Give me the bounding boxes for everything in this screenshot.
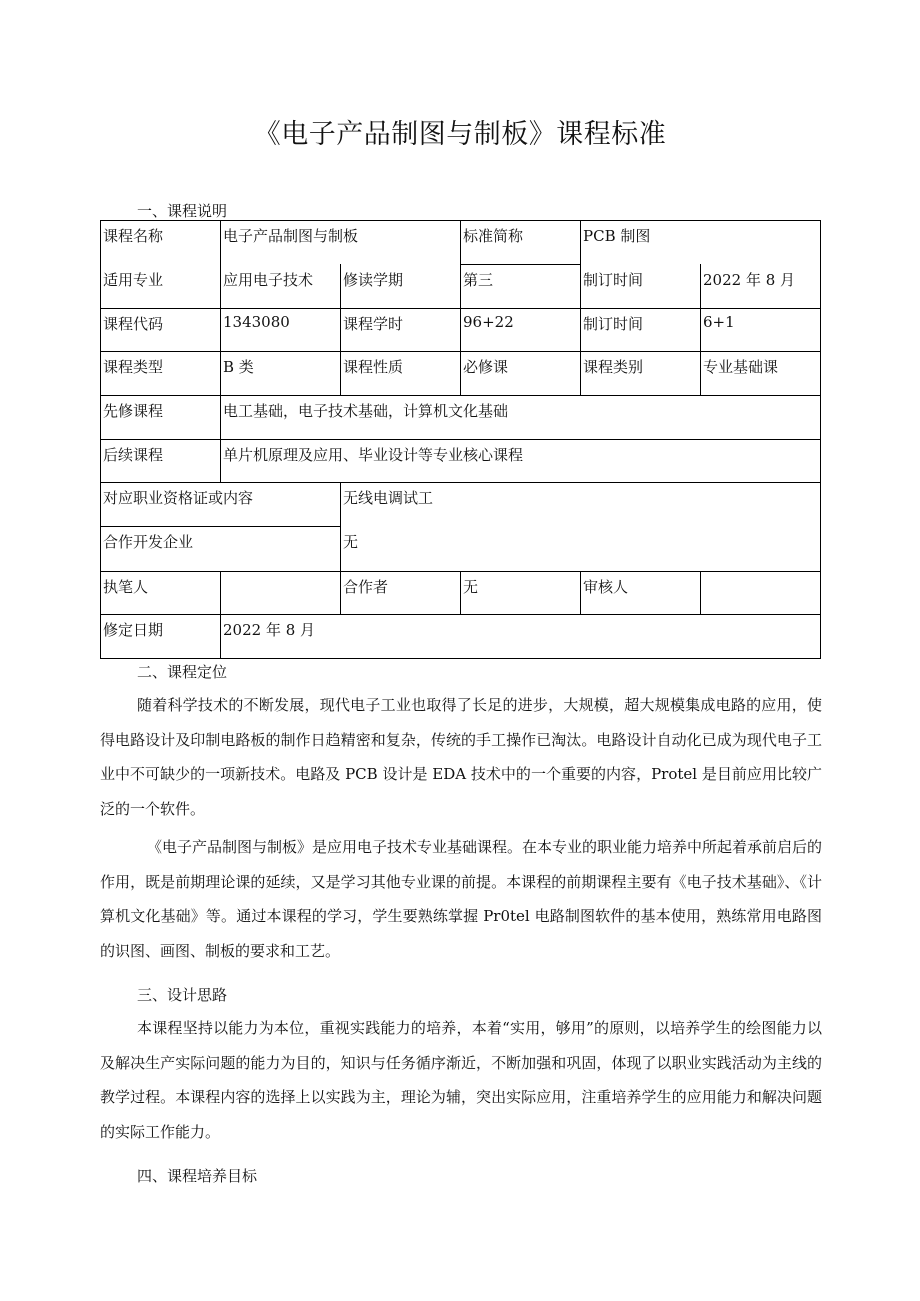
made-time2-label: 制订时间 bbox=[583, 315, 644, 333]
course-name-value: 电子产品制图与制板 bbox=[223, 227, 359, 245]
std-abbr-value: PCB 制图 bbox=[583, 227, 651, 245]
prereq-value: 电工基础，电子技术基础，计算机文化基础 bbox=[223, 402, 509, 420]
major-label: 适用专业 bbox=[103, 271, 164, 289]
std-abbr-label: 标准简称 bbox=[463, 227, 524, 245]
writer-value bbox=[220, 574, 226, 578]
course-category-value: 专业基础课 bbox=[703, 358, 779, 376]
reviewer-value bbox=[700, 574, 706, 578]
revision-date-value: 2022 年 8 月 bbox=[223, 621, 316, 639]
course-nature-label: 课程性质 bbox=[343, 358, 404, 376]
collaborator-label: 合作者 bbox=[343, 578, 389, 596]
followup-value: 单片机原理及应用、毕业设计等专业核心课程 bbox=[223, 446, 524, 464]
course-hours-label: 课程学时 bbox=[343, 315, 404, 333]
writer-label: 执笔人 bbox=[103, 578, 149, 596]
paragraph-positioning-1: 随着科学技术的不断发展，现代电子工业也取得了长足的进步，大规模，超大规模集成电路的应用，使得电路设计及印制电路板的制作日趋精密和复杂，传统的手工操作已淘汰。电路设计自动化已成为现代电子工业中不可缺少的一项新技术。电路及 PCB 设计是 EDA 技术中的一个重要的内容，Protel 是目前应用比较广泛的一个软件。 bbox=[100, 696, 822, 818]
section-heading-course-description: 一、课程说明 bbox=[137, 202, 228, 220]
section-heading-design-approach: 三、设计思路 bbox=[137, 986, 228, 1004]
partner-label: 合作开发企业 bbox=[103, 533, 194, 551]
section-heading-training-goals: 四、课程培养目标 bbox=[137, 1167, 258, 1185]
cert-label: 对应职业资格证或内容 bbox=[103, 489, 254, 507]
course-hours-value: 96+22 bbox=[463, 313, 514, 331]
course-type-label: 课程类型 bbox=[103, 358, 164, 376]
course-code-value: 1343080 bbox=[223, 313, 290, 331]
course-code-label: 课程代码 bbox=[103, 315, 164, 333]
course-name-label: 课程名称 bbox=[103, 227, 164, 245]
revision-date-label: 修定日期 bbox=[103, 621, 164, 639]
made-time-label: 制订时间 bbox=[583, 271, 644, 289]
course-nature-value: 必修课 bbox=[463, 358, 509, 376]
reviewer-label: 审核人 bbox=[583, 578, 629, 596]
semester-label: 修读学期 bbox=[343, 271, 404, 289]
page-title: 《电子产品制图与制板》课程标准 bbox=[253, 119, 667, 150]
major-value: 应用电子技术 bbox=[223, 271, 314, 289]
course-category-label: 课程类别 bbox=[583, 358, 644, 376]
collaborator-value: 无 bbox=[463, 578, 479, 596]
made-time2-value: 6+1 bbox=[703, 313, 735, 331]
semester-value: 第三 bbox=[463, 271, 494, 289]
section-heading-course-positioning: 二、课程定位 bbox=[137, 663, 228, 681]
partner-value: 无 bbox=[343, 533, 359, 551]
paragraph-design-approach: 本课程坚持以能力为本位，重视实践能力的培养，本着“实用，够用”的原则，以培养学生的绘图能力以及解决生产实际问题的能力为目的，知识与任务循序渐近，不断加强和巩固，体现了以职业实践活动为主线的教学过程。本课程内容的选择上以实践为主，理论为辅，突出实际应用，注重培养学生的应用能力和解决问题的实际工作能力。 bbox=[100, 1019, 822, 1141]
cert-value: 无线电调试工 bbox=[343, 489, 434, 507]
paragraph-positioning-2: 《电子产品制图与制板》是应用电子技术专业基础课程。在本专业的职业能力培养中所起着承前启后的作用，既是前期理论课的延续，又是学习其他专业课的前提。本课程的前期课程主要有《电子技术基础》、《计算机文化基础》等。通过本课程的学习，学生要熟练掌握 Pr0tel 电路制图软件的基本使用，熟练常用电路图的识图、画图、制板的要求和工艺。 bbox=[100, 838, 823, 960]
course-type-value: B 类 bbox=[223, 358, 254, 376]
prereq-label: 先修课程 bbox=[103, 402, 164, 420]
followup-label: 后续课程 bbox=[103, 446, 164, 464]
made-time-value: 2022 年 8 月 bbox=[703, 271, 796, 289]
